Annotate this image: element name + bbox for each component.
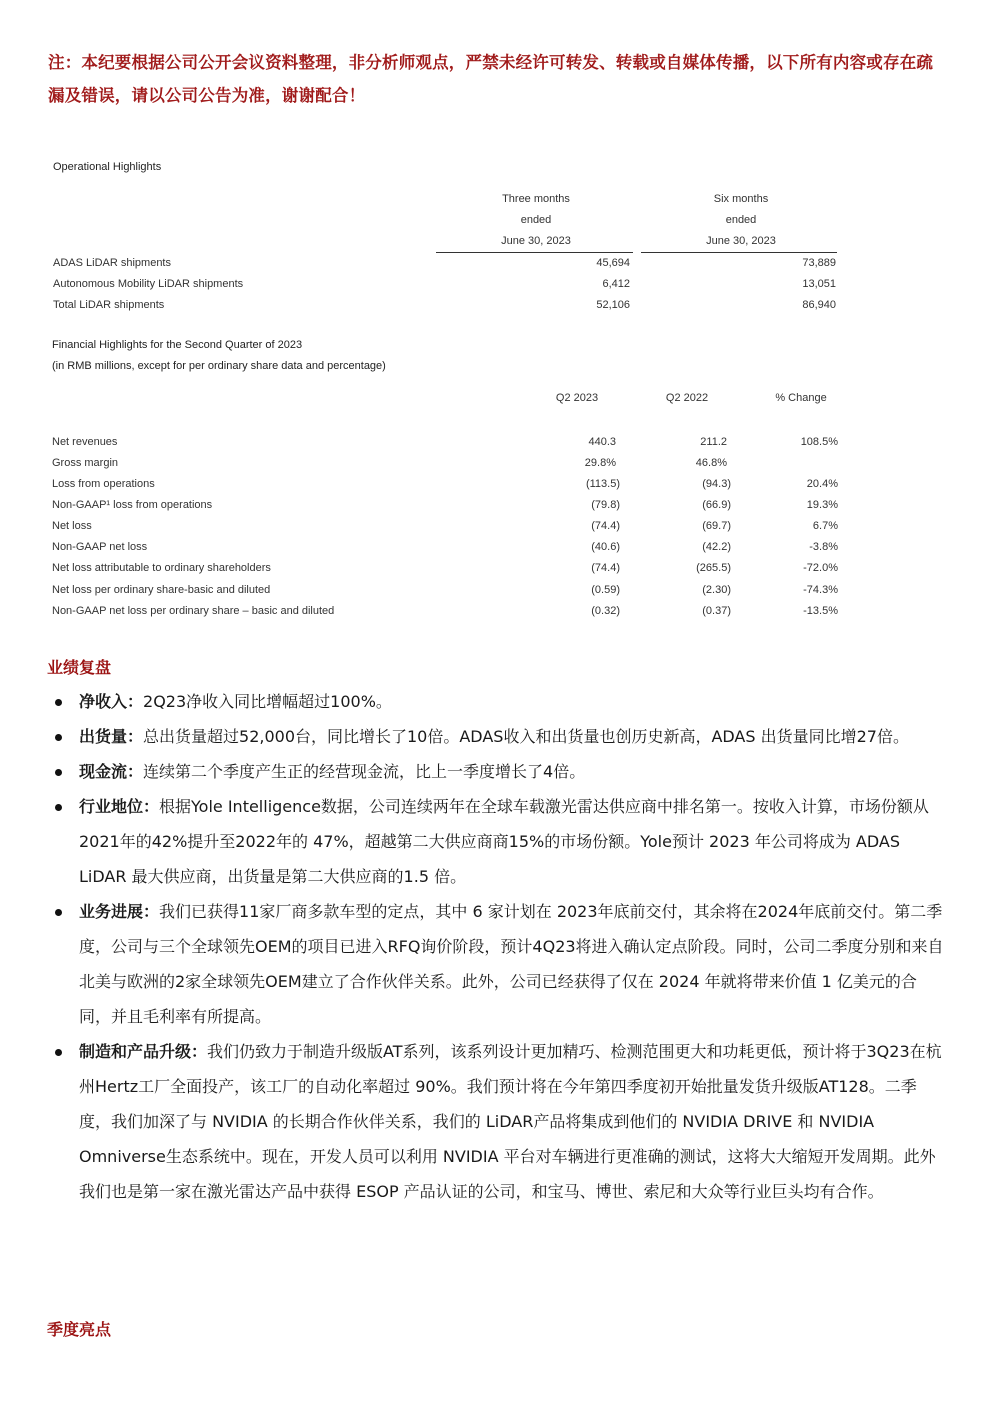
fin-row-change: 108.5% [800,436,838,448]
op-row-label: Autonomous Mobility LiDAR shipments [53,278,244,290]
fin-row-label: Loss from operations [52,478,155,490]
fin-header-q2-2022: Q2 2022 [665,392,709,404]
item-text: 我们仍致力于制造升级版AT系列，该系列设计更加精巧、检测范围更大和功耗更低，预计将于3Q23在杭州Hertz工厂全面投产，该工厂的自动化率超过 90%。我们预计将在今年第四季度初开始批量发货升级版AT128。二季度，我们加深了与 NVIDIA 的长期合作伙伴关系，我们的 LiDAR产品将集成到他们的 NVIDIA DRIVE 和 NVIDIA Omniverse生态系统中。现在，开发人员可以利用 NVIDIA 平台对车辆进行更准确的测试，这将大大缩短开发周期。此外我们也是第一家在激光雷达产品中获得 ESOP 产品认证的公司，和宝马、博世、索尼和大众等行业巨头均有合作。 [79,1042,942,1201]
fin-row-q2-2023: (113.5) [585,478,620,490]
fin-row-q2-2022: 46.8% [695,457,727,469]
fin-row-q2-2022: (66.9) [702,499,731,511]
item-text: 2Q23净收入同比增幅超过100%。 [143,692,392,711]
col2-header-line2: ended [725,214,757,226]
fin-row-label: Non-GAAP net loss [52,541,148,553]
list-item [48,684,948,719]
bullet-icon [55,1049,62,1056]
fin-row-change: 6.7% [812,520,838,532]
bullet-icon [55,734,62,741]
fin-header-change: % Change [775,392,827,404]
fin-row-label: Gross margin [52,457,119,469]
item-label: 业务进展： [79,902,160,921]
fin-row-q2-2022: (0.37) [702,605,731,617]
item-text: 总出货量超过52,000台，同比增长了10倍。ADAS收入和出货量也创历史新高，ADAS 出货量同比增27倍。 [143,727,909,746]
fin-row-change: -3.8% [809,541,838,553]
list-item [48,754,948,789]
item-text: 我们已获得11家厂商多款车型的定点，其中 6 家计划在 2023年底前交付，其余将在2024年底前交付。第二季度，公司与三个全球领先OEM的项目已进入RFQ询价阶段，预计4Q23将进入确认定点阶段。同时，公司二季度分别和来自北美与欧洲的2家全球领先OEM建立了合作伙伴关系。此外，公司已经获得了仅在 2024 年就将带来价值 1 亿美元的合同，并且毛利率有所提高。 [79,902,944,1026]
bullet-icon [55,699,62,706]
list-item [48,789,948,894]
fin-row-label: Net revenues [52,436,118,448]
fin-row-q2-2023: (74.4) [591,520,620,532]
op-row-label: ADAS LiDAR shipments [53,257,171,269]
item-label: 出货量： [79,727,144,746]
fin-row-q2-2022: (265.5) [696,562,731,574]
item-text: 连续第二个季度产生正的经营现金流，比上一季度增长了4倍。 [143,762,586,781]
fin-row-q2-2022: (94.3) [702,478,731,490]
fin-row-label: Net loss per ordinary share-basic and diluted [52,584,271,596]
op-row-v2: 13,051 [802,278,836,290]
fin-row-q2-2023: (40.6) [591,541,620,553]
fin-row-q2-2022: (2.30) [702,584,731,596]
col1-header-line2: ended [520,214,552,226]
disclaimer-notice: 注：本纪要根据公司公开会议资料整理，非分析师观点，严禁未经许可转发、转载或自媒体传播，以下所有内容或存在疏漏及错误，请以公司公告为准，谢谢配合！ [48,53,934,105]
fin-row-label: Net loss [52,520,92,532]
fin-row-change: 19.3% [806,499,838,511]
fin-row-q2-2022: (69.7) [702,520,731,532]
fin-row-change: -13.5% [803,605,838,617]
item-label: 净收入： [79,692,144,711]
col1-header-rule [436,252,633,253]
financial-subtitle: (in RMB millions, except for per ordinary share data and percentage) [52,360,386,372]
col2-header-rule [641,252,837,253]
item-label: 制造和产品升级： [79,1042,208,1061]
fin-header-q2-2023: Q2 2023 [555,392,599,404]
fin-row-change: 20.4% [806,478,838,490]
review-list [48,684,948,1209]
bullet-icon [55,909,62,916]
fin-row-q2-2022: (42.2) [702,541,731,553]
op-row-v1: 45,694 [596,257,630,269]
fin-row-q2-2023: 440.3 [588,436,616,448]
fin-row-q2-2023: 29.8% [584,457,616,469]
fin-row-q2-2023: (74.4) [591,562,620,574]
item-label: 现金流： [79,762,144,781]
op-row-v1: 52,106 [596,299,630,311]
op-row-label: Total LiDAR shipments [53,299,165,311]
fin-row-label: Net loss attributable to ordinary shareholders [52,562,271,574]
financial-title: Financial Highlights for the Second Quarter of 2023 [52,339,303,351]
item-text: 根据Yole Intelligence数据，公司连续两年在全球车载激光雷达供应商中排名第一。按收入计算，市场份额从2021年的42%提升至2022年的 47%，超越第二大供应商商15%的市场份额。Yole预计 2023 年公司将成为 ADAS LiDAR 最大供应商，出货量是第二大供应商的1.5 倍。 [79,797,929,886]
bullet-icon [55,804,62,811]
fin-row-q2-2022: 211.2 [700,436,727,448]
op-row-v2: 86,940 [802,299,836,311]
col1-header-line1: Three months [502,193,570,205]
fin-row-label: Non-GAAP¹ loss from operations [52,499,213,511]
review-heading: 业绩复盘 [47,658,112,677]
operational-title: Operational Highlights [53,161,162,173]
col1-header-line3: June 30, 2023 [501,235,571,247]
bullet-icon [55,769,62,776]
list-item [48,894,948,1034]
fin-row-q2-2023: (0.59) [591,584,620,596]
col2-header-line3: June 30, 2023 [706,235,776,247]
highlights-heading: 季度亮点 [47,1320,112,1339]
list-item [48,1034,948,1209]
op-row-v2: 73,889 [802,257,836,269]
item-label: 行业地位： [79,797,160,816]
fin-row-change: -72.0% [803,562,838,574]
fin-row-q2-2023: (0.32) [591,605,620,617]
list-item [48,719,948,754]
fin-row-q2-2023: (79.8) [591,499,620,511]
op-row-v1: 6,412 [602,278,630,290]
fin-row-label: Non-GAAP net loss per ordinary share – basic and diluted [52,605,335,617]
fin-row-change: -74.3% [803,584,838,596]
col2-header-line1: Six months [713,193,769,205]
